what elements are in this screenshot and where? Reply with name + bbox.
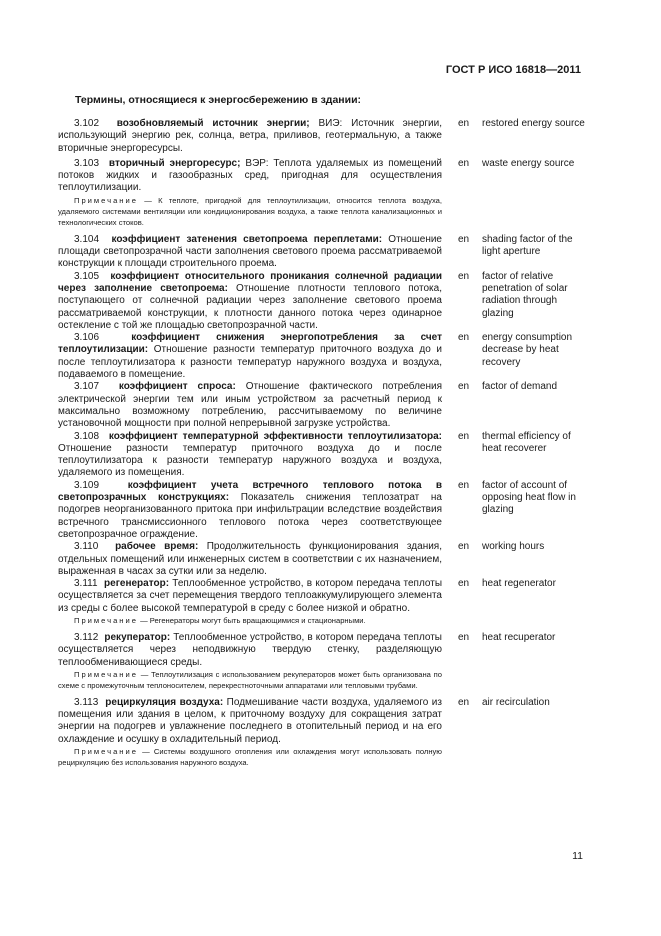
term-definition — [58, 697, 442, 746]
term-entry-3-110 — [58, 541, 588, 578]
language-code: en — [458, 332, 470, 344]
language-code: en — [458, 270, 470, 282]
term-name: коэффициент учета встречного теплового потока в светопрозрачных конструкциях: — [58, 479, 442, 504]
note-text: — Регенераторы могут быть вращающимися и стационарными. — [137, 615, 366, 625]
term-entry-3-107 — [58, 381, 588, 430]
term-definition — [58, 118, 442, 155]
term-translation: factor of account of opposing heat flow in glazing — [482, 479, 576, 516]
section-title: Термины, относящиеся к энергосбережению в здании: — [75, 94, 362, 106]
language-code: en — [458, 233, 470, 245]
term-text: Показатель снижения теплозатрат на подогрев неорганизованного притока при инфильтрации вследствие воздействия встречного трансмиссионного теплового потока через соответствующее светопрозрачное ограждение. — [58, 492, 442, 540]
term-entry-3-112 — [58, 632, 588, 669]
term-number: 3.112 — [74, 631, 99, 643]
term-name: коэффициент температурной эффективности теплоутилизатора: — [108, 430, 442, 442]
language-code: en — [458, 541, 470, 553]
term-number: 3.113 — [74, 696, 99, 708]
term-number: 3.105 — [74, 270, 100, 282]
note-label: Примечание — [74, 747, 138, 757]
term-entry-3-106 — [58, 332, 588, 381]
term-number: 3.106 — [74, 332, 100, 344]
term-entry-3-104 — [58, 234, 588, 271]
term-text: Отношение разности температур приточного воздуха до и после теплоутилизатора к разности температур наружного воздуха и воздуха, подаваемого в помещение. — [58, 344, 442, 381]
note-label: Примечание — [74, 195, 138, 205]
term-name: коэффициент затенения светопроема переплетами: — [111, 233, 383, 245]
term-definition — [58, 381, 442, 430]
term-definition — [58, 578, 442, 615]
term-text: Отношение фактического потребления электрической энергии тем или иным устройством за расчетный период к максимально возможному потреблению, рассчитываемому по величине установочной мощности при полной непрерывной загрузке устройства. — [58, 381, 442, 430]
term-translation: factor of relative penetration of solar radiation through glazing — [482, 270, 568, 319]
note-3-111 — [58, 615, 442, 626]
term-translation: factor of demand — [482, 381, 558, 393]
term-translation: shading factor of the light aperture — [482, 233, 573, 258]
term-translation: heat recuperator — [482, 631, 556, 643]
term-name: вторичный энергоресурс; — [108, 157, 241, 169]
language-code: en — [458, 696, 470, 708]
term-number: 3.103 — [74, 157, 100, 169]
term-name: коэффициент снижения энергопотребления за счет теплоутилизации: — [58, 332, 443, 356]
term-definition — [58, 632, 442, 669]
language-code: en — [458, 430, 470, 442]
term-text: Продолжительность функционирования здания, отдельных помещений или инженерных систем в соответствии с их назначением, выраженная в часах за сутки или за неделю. — [58, 541, 442, 577]
term-number: 3.104 — [74, 233, 100, 245]
term-name: возобновляемый источник энергии; — [116, 118, 310, 129]
term-entry-3-103 — [58, 158, 588, 195]
term-entry-3-113 — [58, 697, 588, 746]
term-translation: air recirculation — [482, 696, 550, 708]
term-name: коэффициент относительного проникания солнечной радиации через заполнение светопроема: — [58, 270, 442, 294]
language-code: en — [458, 479, 470, 491]
term-entry-3-111 — [58, 578, 588, 615]
page-number: 11 — [572, 850, 583, 862]
note-3-113 — [58, 746, 442, 768]
language-code: en — [458, 118, 470, 129]
term-definition — [58, 431, 442, 480]
note-text: — Системы воздушного отопления или охлаждения могут использовать полную рециркуляцию без использования наружного воздуха. — [58, 747, 442, 768]
term-translation: restored energy source — [482, 118, 585, 129]
language-code: en — [458, 157, 470, 169]
term-entry-3-108 — [58, 431, 588, 480]
term-text: Теплообменное устройство, в котором передача теплоты осуществляется за счет перемещения твердого теплоаккумулирующего элемента из среды с более высокой температурой в среду с более низкой и обратно. — [58, 578, 443, 614]
term-translation: energy consumption decrease by heat recovery — [482, 332, 573, 368]
term-number: 3.110 — [74, 541, 99, 553]
term-name: рекуператор: — [104, 631, 171, 643]
note-3-103 — [58, 195, 442, 228]
note-text: — Теплоутилизация с использованием рекуператоров может быть организована по схеме с промежуточным теплоносителем, перекрестноточными аппаратами или тепловыми трубами. — [58, 669, 442, 690]
term-number: 3.108 — [74, 430, 100, 442]
term-text: Отношение разности температур приточного воздуха до и после теплоутилизатора к разности температур наружного воздуха и воздуха, удаляемого из помещения. — [58, 442, 442, 479]
term-text: Отношение плотности теплового потока, поступающего от солнечной радиации через заполнение светового проема рассматриваемой конструкции, к плотности данного потока через одинарное остекление с той же площадью светопрозрачной части. — [58, 282, 442, 331]
term-definition — [58, 332, 442, 381]
term-name: рабочее время: — [115, 541, 199, 553]
term-text: Теплообменное устройство, в котором передача теплоты осуществляется через неподвижную твердую стенку, разделяющую теплообменивающиеся среды. — [58, 631, 442, 668]
term-definition — [58, 541, 442, 578]
note-label: Примечание — [74, 615, 138, 625]
term-entry-3-109 — [58, 480, 588, 541]
term-number: 3.107 — [74, 381, 100, 393]
term-name: регенератор: — [104, 578, 170, 590]
term-translation: thermal efficiency of heat recoverer — [482, 430, 571, 454]
term-text: ВИЭ: Источник энергии, использующий энергию рек, солнца, ветра, приливов, геотермальную, а также вторичные энергоресурсы. — [58, 118, 443, 154]
term-text: Подмешивание части воздуха, удаляемого из помещения или здания в целом, к приточному воздуху для сокращения затрат энергии на подогрев и увлажнение последнего в отопительный период и на его охлаждение и осушку в охладительный период. — [58, 696, 442, 745]
note-label: Примечание — [74, 669, 138, 679]
language-code: en — [458, 381, 470, 393]
language-code: en — [458, 631, 470, 643]
term-entry-3-105 — [58, 271, 588, 332]
language-code: en — [458, 578, 470, 590]
term-definition — [58, 480, 442, 541]
term-name: рециркуляция воздуха: — [105, 696, 224, 708]
term-translation: heat regenerator — [482, 578, 556, 590]
note-3-112 — [58, 669, 442, 691]
document-header: ГОСТ Р ИСО 16818—2011 — [445, 64, 581, 76]
term-number: 3.109 — [74, 479, 100, 491]
terms-list — [58, 118, 588, 774]
term-entry-3-102 — [58, 118, 588, 155]
term-translation: working hours — [482, 541, 545, 553]
term-definition — [58, 158, 442, 195]
term-definition — [58, 234, 442, 271]
term-translation: waste energy source — [482, 157, 575, 169]
term-number: 3.111 — [74, 578, 98, 590]
note-text: — К теплоте, пригодной для теплоутилизации, относится теплота воздуха, удаляемого системами вентиляции или кондиционирования воздуха, а также теплота канализационных и технологических стоков. — [58, 195, 442, 227]
term-definition — [58, 271, 442, 332]
term-name: коэффициент спроса: — [118, 381, 236, 393]
term-number: 3.102 — [74, 118, 100, 129]
term-text: Отношение площади светопрозрачной части заполнения светового проема рассматриваемой конструкции к площади строительного проема. — [58, 233, 442, 270]
term-text: ВЭР: Теплота удаляемых из помещений потоков жидких и газообразных сред, пригодная для осуществления теплоутилизации. — [58, 157, 442, 194]
